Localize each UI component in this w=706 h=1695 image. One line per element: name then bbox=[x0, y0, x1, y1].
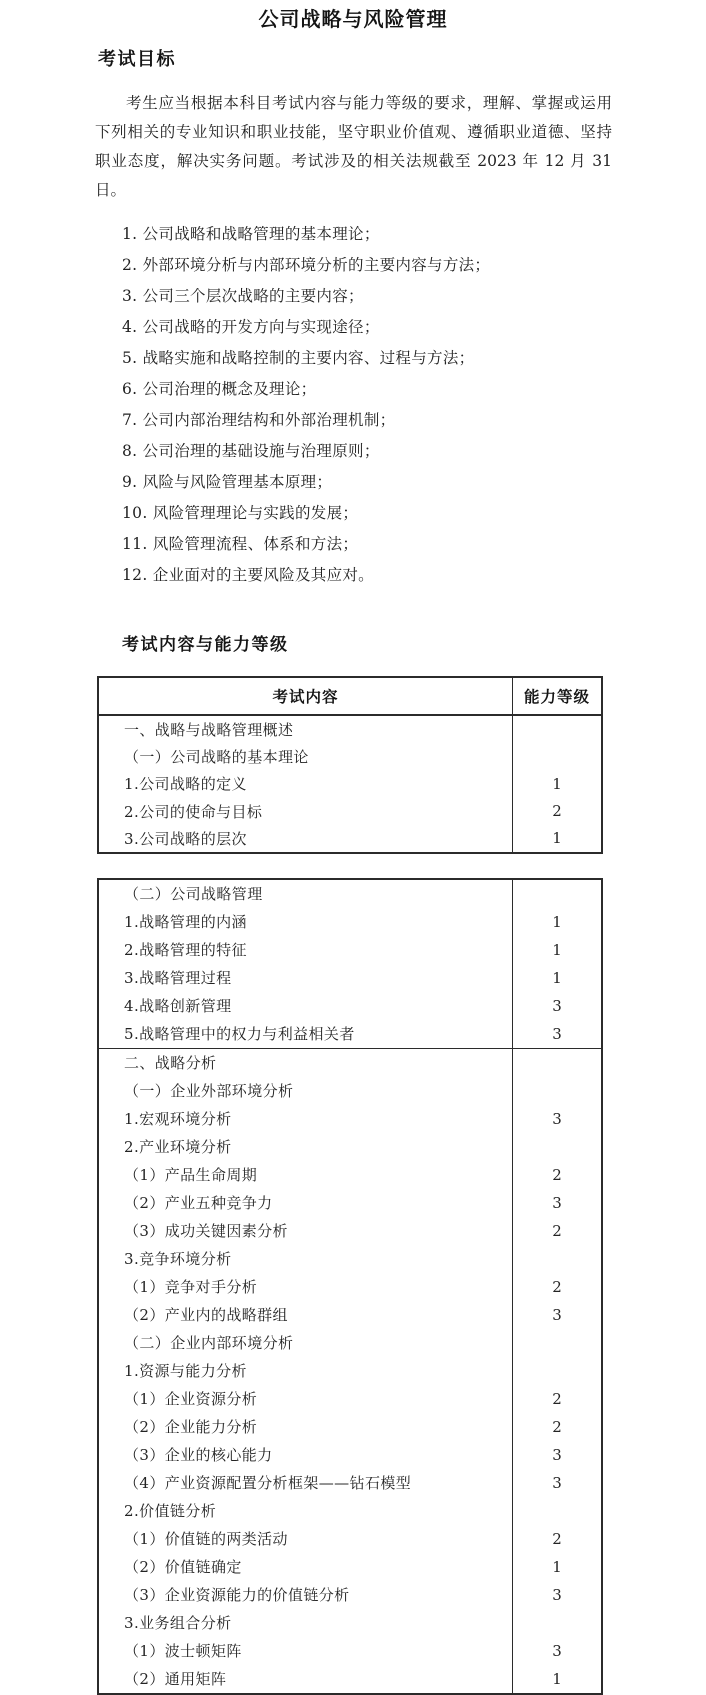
row-exam-content: （二）企业内部环境分析 bbox=[99, 1329, 513, 1357]
row-ability-level: 1 bbox=[552, 912, 562, 931]
table-row bbox=[99, 798, 601, 825]
row-exam-content: 2.产业环境分析 bbox=[99, 1133, 513, 1161]
row-ability-level: 1 bbox=[552, 940, 562, 959]
row-ability-level bbox=[513, 743, 601, 770]
row-ability-level: 3 bbox=[552, 1193, 562, 1212]
table-row bbox=[99, 825, 601, 852]
row-ability-level: 2 bbox=[552, 1221, 562, 1240]
row-exam-content: 1.公司战略的定义 bbox=[99, 770, 513, 797]
row-ability-level: 1 bbox=[552, 1669, 562, 1688]
row-exam-content: （1）产品生命周期 bbox=[99, 1161, 513, 1189]
row-exam-content: （2）产业五种竞争力 bbox=[99, 1189, 513, 1217]
objective-item: 10. 风险管理理论与实践的发展； bbox=[122, 504, 359, 522]
paragraph-line: 职业态度，解决实务问题。考试涉及的相关法规截至 2023 年 12 月 31 日。 bbox=[95, 152, 612, 199]
row-ability-level bbox=[513, 1049, 601, 1077]
row-ability-level: 3 bbox=[552, 1305, 562, 1324]
row-exam-content: （一）企业外部环境分析 bbox=[99, 1077, 513, 1105]
row-ability-level: 1 bbox=[552, 968, 562, 987]
objective-item: 3. 公司三个层次战略的主要内容； bbox=[122, 287, 364, 305]
table-row bbox=[99, 908, 601, 936]
table-row bbox=[99, 1469, 601, 1497]
row-ability-level: 3 bbox=[552, 1024, 562, 1043]
table-row bbox=[99, 1161, 601, 1189]
row-exam-content: 4.战略创新管理 bbox=[99, 992, 513, 1020]
exam-content-table-2 bbox=[97, 878, 603, 1695]
row-ability-level: 3 bbox=[552, 1445, 562, 1464]
objective-item: 12. 企业面对的主要风险及其应对。 bbox=[122, 566, 374, 584]
table-row bbox=[99, 964, 601, 992]
row-exam-content: （1）波士顿矩阵 bbox=[99, 1637, 513, 1665]
row-ability-level: 3 bbox=[552, 1109, 562, 1128]
row-ability-level: 2 bbox=[552, 1417, 562, 1436]
row-ability-level: 2 bbox=[552, 1529, 562, 1548]
table-body bbox=[99, 716, 601, 852]
objective-item: 4. 公司战略的开发方向与实现途径； bbox=[122, 318, 380, 336]
row-exam-content: 3.公司战略的层次 bbox=[99, 825, 513, 852]
column-header-ability-level: 能力等级 bbox=[523, 689, 590, 706]
objective-item: 2. 外部环境分析与内部环境分析的主要内容与方法； bbox=[122, 256, 491, 274]
objective-item: 1. 公司战略和战略管理的基本理论； bbox=[122, 225, 380, 243]
objectives-paragraph bbox=[95, 89, 612, 205]
table-row bbox=[99, 880, 601, 908]
row-exam-content: 二、战略分析 bbox=[99, 1049, 513, 1077]
row-ability-level bbox=[513, 1329, 601, 1357]
table-row bbox=[99, 743, 601, 770]
paragraph-line: 考生应当根据本科目考试内容与能力等级的要求，理解、掌握或运用 bbox=[126, 94, 612, 112]
table-row bbox=[99, 770, 601, 797]
row-exam-content: 1.战略管理的内涵 bbox=[99, 908, 513, 936]
row-exam-content: 1.资源与能力分析 bbox=[99, 1357, 513, 1385]
exam-content-table-1 bbox=[97, 676, 603, 854]
row-exam-content: 3.战略管理过程 bbox=[99, 964, 513, 992]
row-ability-level: 2 bbox=[552, 1389, 562, 1408]
table-row bbox=[99, 1413, 601, 1441]
row-ability-level bbox=[513, 1133, 601, 1161]
table-header-row bbox=[99, 678, 601, 716]
table-row bbox=[99, 1581, 601, 1609]
objective-item: 5. 战略实施和战略控制的主要内容、过程与方法； bbox=[122, 349, 475, 367]
table-row bbox=[99, 1553, 601, 1581]
table-row bbox=[99, 1637, 601, 1665]
row-exam-content: （2）产业内的战略群组 bbox=[99, 1301, 513, 1329]
table-row bbox=[99, 1105, 601, 1133]
table-row bbox=[99, 1217, 601, 1245]
objective-item: 8. 公司治理的基础设施与治理原则； bbox=[122, 442, 380, 460]
table-row bbox=[99, 1665, 601, 1693]
row-ability-level bbox=[513, 716, 601, 743]
table-row bbox=[99, 1133, 601, 1161]
table-row bbox=[99, 992, 601, 1020]
row-exam-content: （2）企业能力分析 bbox=[99, 1413, 513, 1441]
objective-item: 6. 公司治理的概念及理论； bbox=[122, 380, 317, 398]
row-ability-level: 2 bbox=[552, 1165, 562, 1184]
row-exam-content: （1）企业资源分析 bbox=[99, 1385, 513, 1413]
row-exam-content: （3）成功关键因素分析 bbox=[99, 1217, 513, 1245]
row-exam-content: 2.价值链分析 bbox=[99, 1497, 513, 1525]
row-exam-content: 2.公司的使命与目标 bbox=[99, 798, 513, 825]
row-ability-level: 2 bbox=[552, 802, 562, 821]
table-row bbox=[99, 1189, 601, 1217]
row-ability-level: 3 bbox=[552, 1473, 562, 1492]
content-section-heading: 考试内容与能力等级 bbox=[122, 635, 289, 654]
row-ability-level bbox=[513, 1077, 601, 1105]
row-exam-content: （2）价值链确定 bbox=[99, 1553, 513, 1581]
objective-item: 9. 风险与风险管理基本原理； bbox=[122, 473, 333, 491]
row-exam-content: 1.宏观环境分析 bbox=[99, 1105, 513, 1133]
table-row bbox=[99, 1301, 601, 1329]
table-row bbox=[99, 1329, 601, 1357]
table-row bbox=[99, 1609, 601, 1637]
row-exam-content: （2）通用矩阵 bbox=[99, 1665, 513, 1693]
row-ability-level: 1 bbox=[552, 829, 562, 848]
row-exam-content: 3.竞争环境分析 bbox=[99, 1245, 513, 1273]
row-ability-level bbox=[513, 1357, 601, 1385]
table-row bbox=[99, 1497, 601, 1525]
table-row bbox=[99, 1441, 601, 1469]
objectives-list bbox=[122, 219, 706, 591]
row-exam-content: （4）产业资源配置分析框架——钻石模型 bbox=[99, 1469, 513, 1497]
row-exam-content: （1）价值链的两类活动 bbox=[99, 1525, 513, 1553]
table-row bbox=[99, 716, 601, 743]
table-row bbox=[99, 1273, 601, 1301]
row-exam-content: （一）公司战略的基本理论 bbox=[99, 743, 513, 770]
column-header-exam-content: 考试内容 bbox=[99, 678, 513, 714]
row-ability-level bbox=[513, 1609, 601, 1637]
row-ability-level bbox=[513, 1497, 601, 1525]
table-row bbox=[99, 936, 601, 964]
table-row bbox=[99, 1525, 601, 1553]
row-exam-content: 3.业务组合分析 bbox=[99, 1609, 513, 1637]
table-body bbox=[99, 880, 601, 1693]
row-exam-content: （3）企业资源能力的价值链分析 bbox=[99, 1581, 513, 1609]
row-ability-level: 2 bbox=[552, 1277, 562, 1296]
objective-item: 7. 公司内部治理结构和外部治理机制； bbox=[122, 411, 396, 429]
document-title: 公司战略与风险管理 bbox=[258, 9, 448, 31]
row-ability-level: 3 bbox=[552, 996, 562, 1015]
row-exam-content: （3）企业的核心能力 bbox=[99, 1441, 513, 1469]
table-row bbox=[99, 1245, 601, 1273]
row-exam-content: 一、战略与战略管理概述 bbox=[99, 716, 513, 743]
row-ability-level: 3 bbox=[552, 1585, 562, 1604]
row-ability-level bbox=[513, 880, 601, 908]
row-exam-content: 5.战略管理中的权力与利益相关者 bbox=[99, 1020, 513, 1048]
row-exam-content: 2.战略管理的特征 bbox=[99, 936, 513, 964]
table-row bbox=[99, 1048, 601, 1077]
row-exam-content: （1）竞争对手分析 bbox=[99, 1273, 513, 1301]
paragraph-line: 下列相关的专业知识和职业技能，坚守职业价值观、遵循职业道德、坚持 bbox=[95, 123, 612, 141]
objectives-heading: 考试目标 bbox=[98, 49, 176, 69]
table-row bbox=[99, 1020, 601, 1048]
row-ability-level: 3 bbox=[552, 1641, 562, 1660]
objective-item: 11. 风险管理流程、体系和方法； bbox=[122, 535, 359, 553]
row-exam-content: （二）公司战略管理 bbox=[99, 880, 513, 908]
row-ability-level bbox=[513, 1245, 601, 1273]
row-ability-level: 1 bbox=[552, 774, 562, 793]
table-row bbox=[99, 1077, 601, 1105]
row-ability-level: 1 bbox=[552, 1557, 562, 1576]
table-row bbox=[99, 1357, 601, 1385]
table-row bbox=[99, 1385, 601, 1413]
